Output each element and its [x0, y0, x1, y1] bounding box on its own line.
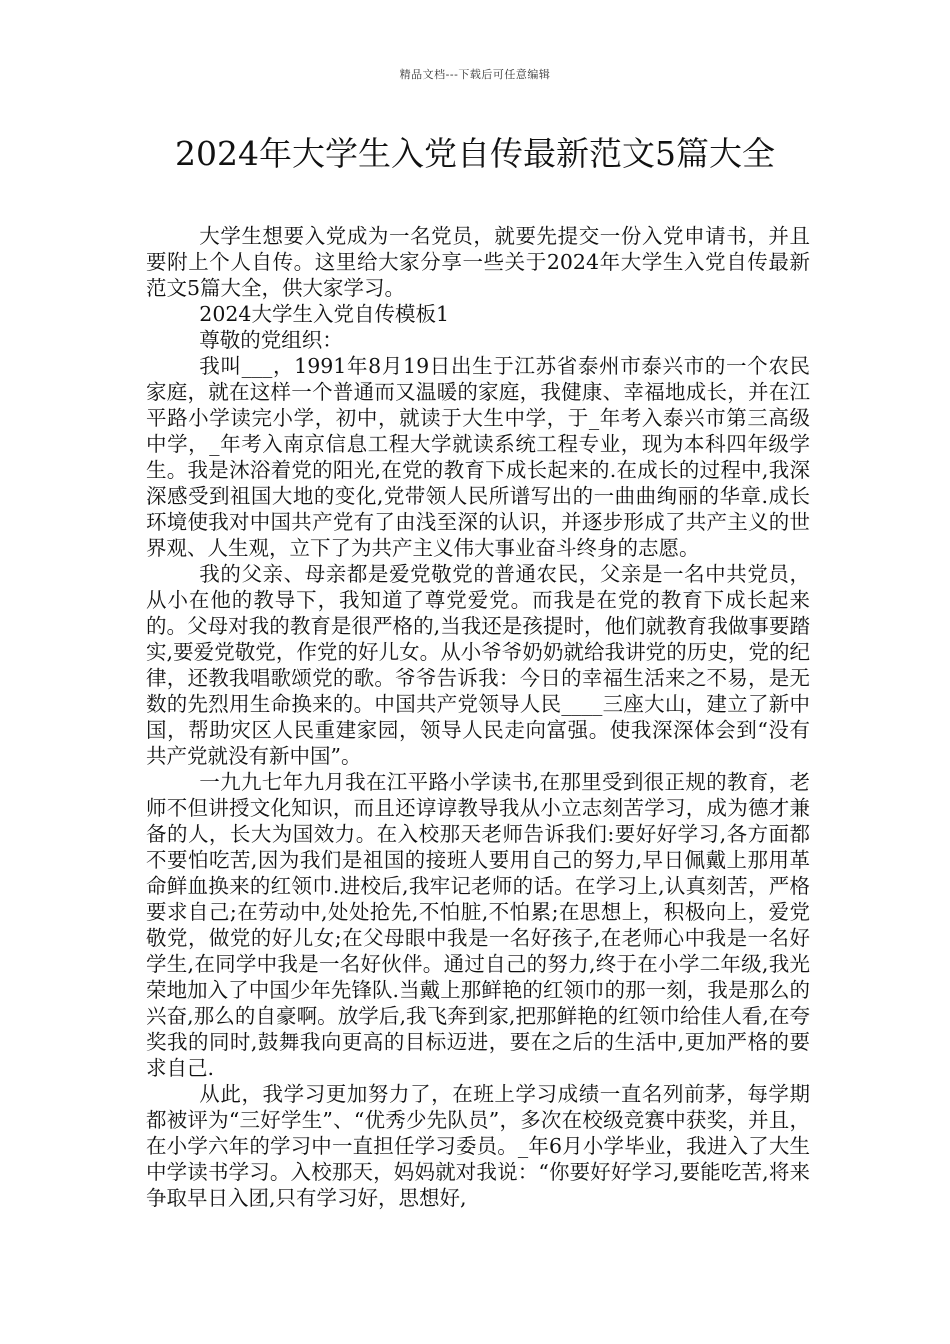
body-paragraph: 一九九七年九月我在江平路小学读书,在那里受到很正规的教育，老师不但讲授文化知识，而且还谆谆教导我从小立志刻苦学习，成为德才兼备的人，长大为国效力。在入校那天老师告诉我们:要好好学习,各方面都不要怕吃苦,因为我们是祖国的接班人要用自己的努力,早日佩戴上那用革命鲜血换来的红领巾.进校后,我牢记老师的话。在学习上,认真刻苦，严格要求自己;在劳动中,处处抢先,不怕脏,不怕累;在思想上，积极向上，爱党敬党，做党的好儿女;在父母眼中我是一名好孩子,在老师心中我是一名好学生,在同学中我是一名好伙伴。通过自己的努力,终于在小学二年级,我光荣地加入了中国少年先锋队.当戴上那鲜艳的红领巾的那一刻，我是那么的兴奋,那么的自豪啊。放学后,我飞奔到家,把那鲜艳的红领巾给佳人看,在夸奖我的同时,鼓舞我向更高的目标迈进，要在之后的生活中,更加严格的要求自己. — [146, 770, 810, 1080]
page-header-note: 精品文档---下载后可任意编辑 — [399, 68, 551, 81]
intro-paragraph: 大学生想要入党成为一名党员，就要先提交一份入党申请书，并且要附上个人自传。这里给大家分享一些关于2024年大学生入党自传最新范文5篇大全，供大家学习。 — [146, 224, 810, 300]
document-title: 2024年大学生入党自传最新范文5篇大全 — [175, 134, 775, 173]
section-heading: 2024大学生入党自传模板1 — [199, 302, 450, 326]
body-paragraph: 我叫___，1991年8月19日出生于江苏省泰州市泰兴市的一个农民家庭，就在这样一个普通而又温暖的家庭，我健康、幸福地成长，并在江平路小学读完小学，初中，就读于大生中学，于_年考入泰兴市第三高级中学，_年考入南京信息工程大学就读系统工程专业，现为本科四年级学生。我是沐浴着党的阳光,在党的教育下成长起来的.在成长的过程中,我深深感受到祖国大地的变化,党带领人民所谱写出的一曲曲绚丽的华章.成长环境使我对中国共产党有了由浅至深的认识，并逐步形成了共产主义的世界观、人生观，立下了为共产主义伟大事业奋斗终身的志愿。 — [146, 354, 810, 560]
body-paragraph: 从此，我学习更加努力了，在班上学习成绩一直名列前茅，每学期都被评为“三好学生”、“优秀少先队员”，多次在校级竞赛中获奖，并且，在小学六年的学习中一直担任学习委员。_年6月小学毕业，我进入了大生中学读书学习。入校那天，妈妈就对我说：“你要好好学习,要能吃苦,将来争取早日入团,只有学习好，思想好, — [146, 1082, 810, 1210]
salutation: 尊敬的党组织： — [199, 328, 343, 352]
body-paragraph: 我的父亲、母亲都是爱党敬党的普通农民，父亲是一名中共党员，从小在他的教导下，我知道了尊党爱党。而我是在党的教育下成长起来的。父母对我的教育是很严格的,当我还是孩提时，他们就教育我做事要踏实,要爱党敬党，作党的好儿女。从小爷爷奶奶就给我讲党的历史，党的纪律，还教我唱歌颂党的歌。爷爷告诉我：今日的幸福生活来之不易，是无数的先烈用生命换来的。中国共产党领导人民____三座大山，建立了新中国，帮助灾区人民重建家园，领导人民走向富强。使我深深体会到“没有共产党就没有新中国”。 — [146, 562, 810, 768]
document-body — [146, 223, 810, 1211]
